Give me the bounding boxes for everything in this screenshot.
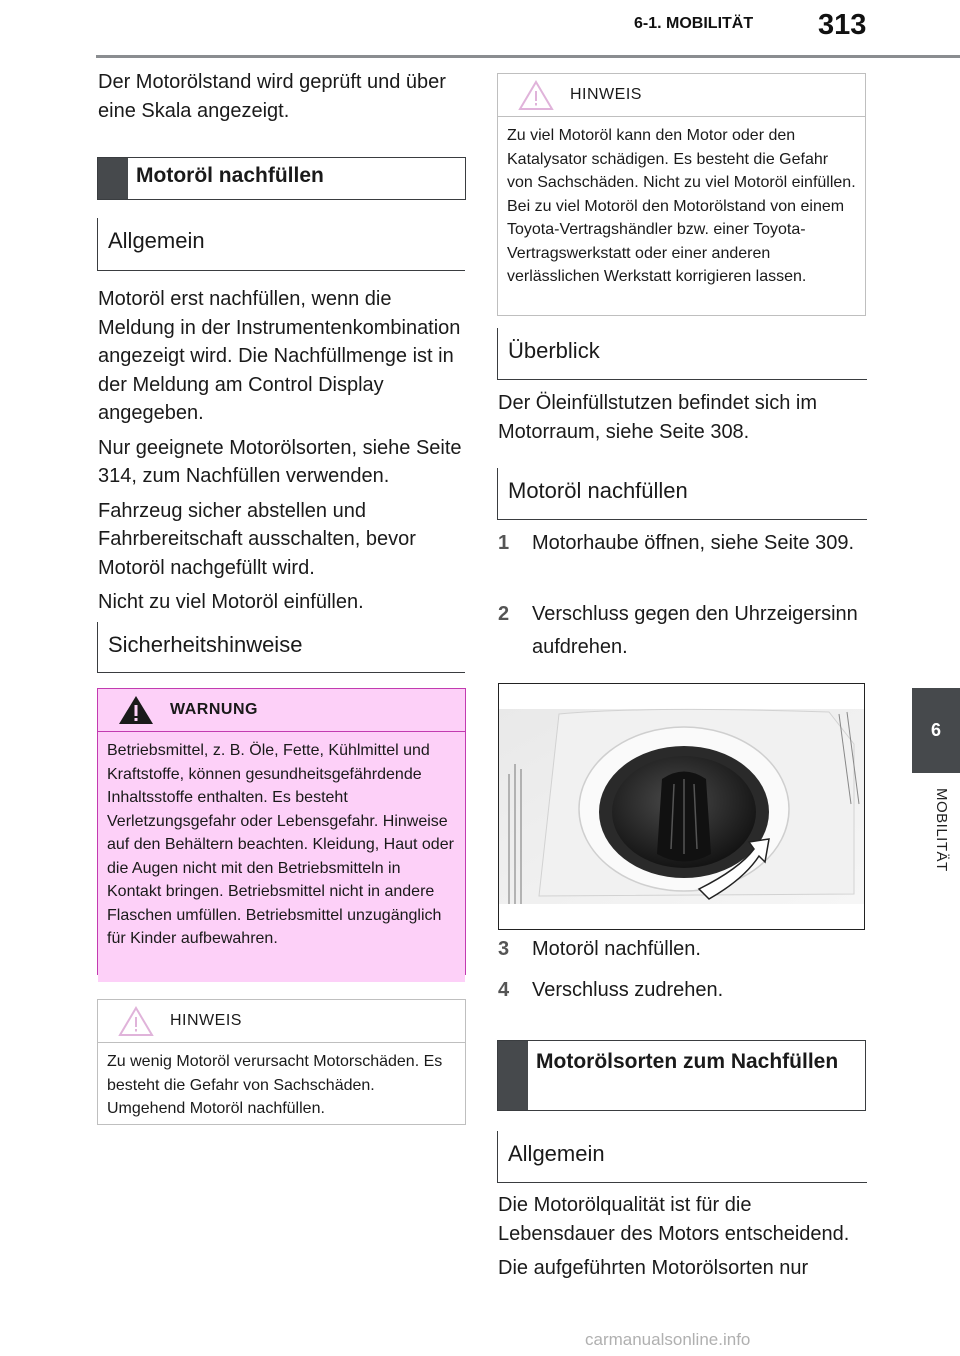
step-number: 3 [498,938,510,960]
heading-motoroelsorten [497,1040,866,1111]
notice-label: HINWEIS [570,86,642,103]
watermark: carmanualsonline.info [585,1330,751,1349]
warning-text: Betriebsmittel, z. B. Öle, Fette, Kühlmittel und Kraftstoffe, können gesundheitsgefährdende Inhaltsstoffe enthalten. Es besteht Verletzungsgefahr oder Lebensgefahr. Hinweise auf den Behältern beachten. Kleidung, Haut oder die Augen nicht mit den Betriebsmitteln in Kontakt bringen. Betriebsmittel nicht in andere Flaschen umfüllen. Betriebsmittel unzugänglich für Kinder aufbewahren. [98,732,465,982]
step-item [498,527,864,560]
step-text: Verschluss gegen den Uhrzeigersinn aufdrehen. [532,603,858,658]
paragraph: Die Motorölqualität ist für die Lebensdauer des Motors entscheidend. [498,1194,850,1245]
notice-box-left [97,999,466,1125]
step-number: 4 [498,979,510,1001]
chapter-label: MOBILITÄT [933,788,950,872]
subheading-motoroel-nachfuellen [497,468,867,520]
heading-bar [98,158,128,199]
caution-triangle-icon [516,78,556,112]
paragraph: Die aufgeführten Motorölsorten nur [498,1257,809,1279]
subheading-text: Sicherheitshinweise [108,632,303,657]
caution-triangle-icon [116,1004,156,1038]
subheading-allgemein [497,1131,867,1183]
notice-header [498,74,865,117]
chapter-tab[interactable] [912,688,960,773]
section-title: 6-1. MOBILITÄT [634,15,754,32]
warning-header [98,689,465,732]
subheading-sicherheitshinweise [97,622,465,673]
heading-text: Motorölsorten zum Nachfüllen [536,1050,839,1073]
paragraph: Motoröl erst nachfüllen, wenn die Meldung in der Instrumentenkombination angezeigt wird. Die Nachfüllmenge ist in der Meldung am Control Display angegeben. [98,288,461,424]
notice-text: Zu viel Motoröl kann den Motor oder den Katalysator schädigen. Es besteht die Gefahr von Sachschäden. Nicht zu viel Motoröl einfüllen. Bei zu viel Motoröl den Motorölstand von einem Toyota-Vertragshändler bzw. einer Toyota-Vertragswerkstatt oder einer anderen verlässlichen Werkstatt korrigieren lassen. [507,127,856,285]
step-text: Motoröl nachfüllen. [532,938,701,960]
notice-header [98,1000,465,1043]
heading-bar [498,1041,528,1110]
step-text: Motorhaube öffnen, siehe Seite 309. [532,532,855,554]
warning-label: WARNUNG [170,701,258,718]
step-text: Verschluss zudrehen. [532,979,724,1001]
paragraph: Fahrzeug sicher abstellen und Fahrbereitschaft ausschalten, bevor Motoröl nachgefüllt wird. [98,499,416,579]
step-item [498,933,864,966]
subheading-text: Allgemein [508,1141,605,1166]
page-number: 313 [818,9,867,41]
notice-text: Zu wenig Motoröl verursacht Motorschäden. Es besteht die Gefahr von Sachschäden. Umgehend Motoröl nachfüllen. [107,1053,443,1117]
heading-text: Motoröl nachfüllen [136,164,324,187]
header-rule [96,55,960,58]
warning-box [97,688,466,975]
paragraph: Nicht zu viel Motoröl einfüllen. [98,591,364,613]
overview-paragraph: Der Öleinfüllstutzen befindet sich im Motorraum, siehe Seite 308. [498,392,818,443]
subheading-text: Überblick [508,338,600,363]
body-paragraphs [498,1191,864,1289]
step-number: 2 [498,603,510,625]
oil-cap-illustration [498,683,865,930]
chapter-number: 6 [930,720,941,740]
body-paragraphs [98,285,464,623]
paragraph: Nur geeignete Motorölsorten, siehe Seite 314, zum Nachfüllen verwenden. [98,436,462,487]
intro-paragraph: Der Motorölstand wird geprüft und über eine Skala angezeigt. [98,71,446,122]
subheading-text: Motoröl nachfüllen [508,478,688,503]
subheading-allgemein [97,218,465,271]
step-item [498,598,864,664]
notice-box-right [497,73,866,316]
warning-triangle-icon [116,693,156,727]
notice-label: HINWEIS [170,1012,242,1029]
oil-filler-cap-icon [499,684,865,930]
subheading-text: Allgemein [108,228,205,253]
subheading-ueberblick [497,328,867,380]
step-number: 1 [498,532,510,554]
step-item [498,974,864,1007]
heading-motoroel-nachfuellen [97,157,466,200]
